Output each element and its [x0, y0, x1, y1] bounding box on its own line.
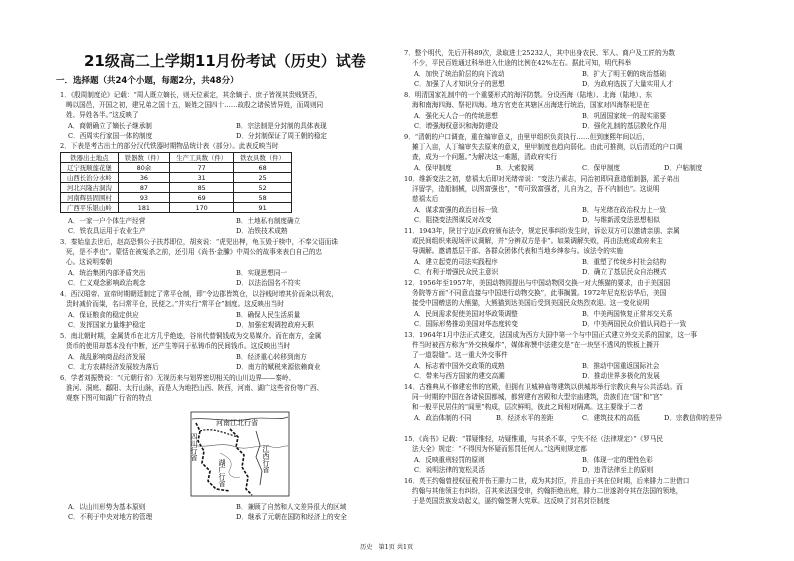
q1-option-d: D．分封制保证了周王朝的稳定 [236, 132, 328, 140]
ironware-table [60, 152, 292, 213]
table-header: 铁器出土地点 [61, 153, 119, 163]
q7-line: 7．整个明代，先后开科89次，录取进士25232人，其中出身农民、军人、商户及工匠的为数 [404, 49, 675, 57]
q10-option-d: D．与维新派变法思想相似 [582, 216, 660, 224]
q5-line: 货币的使用却基本没有中断，还产生等同于私铸币的民间钱币。这反映出当时 [66, 342, 291, 350]
q1-line: 畴以国邑，开国之初，建兄弟之国十五，姬姓之国四十……故殷之诸侯皆异姓，而周则同 [66, 101, 324, 109]
q10-option-c: C．阻挠变法图谋反对改变 [414, 216, 492, 224]
q16-line: 于是英国贵族发动起义，逼约翰签署大宪章。这反映了封君封臣制度 [412, 497, 610, 505]
section-heading: 一．选择题（共24个小题，每题2分，共48分） [56, 76, 239, 86]
q9-line: 摊丁入亩，人丁编审失去原来的意义，里甲制度也趋向弱化。由此可推测，以后清廷的户口调 [412, 143, 683, 151]
q14-option-d: D．宗教信仰的差异 [664, 414, 723, 422]
q12-line: 12．1956年至1957年，美国动物园提出与中国动物园交换一对大熊猫的要求，由于美国国 [404, 279, 671, 287]
map-label: 四川行省 [190, 433, 198, 461]
table-cell: 河北兴隆古洞沟 [61, 183, 119, 193]
table-cell: 181 [118, 203, 169, 213]
q16-line: 约翰与其他领主有纠纷，召其来法国受审，约翰拒绝出庭，腓力二世遂剥夺其在法国的领地， [412, 487, 683, 495]
q4-line: 4．西汉昭帝、宣帝时期朝廷制定了常平仓制，即“令边郡皆筑仓，以谷贱时增其价而籴以利农， [60, 290, 338, 298]
table-row [61, 183, 292, 193]
map-label: 湖广行省 [218, 459, 226, 487]
table-header-row [61, 153, 292, 163]
q15-line: 法大全》规定：“不得因为怀疑而惩罚任何人。”这两则规定都 [412, 445, 587, 453]
q5-option-a: A．战乱影响商品经济发展 [68, 353, 146, 361]
table-cell: 77 [170, 163, 234, 173]
q3-option-b: B．实现思想同一 [236, 269, 288, 277]
q9-line: 查，成为一个问题。”为解决这一难题，清政府实行 [412, 153, 558, 161]
q12-option-c: C．国际形势推动美国对华态度转变 [414, 320, 518, 328]
q10-line: 洋留学，造船制械，以图富强也”，“苟可致富强者，儿自为之，吾不内制也”。这说明 [412, 185, 660, 193]
table-header: 铁器数（件） [118, 153, 169, 163]
q4-option-d: D．加强宏观调控政府天职 [236, 321, 314, 329]
q3-option-c: C．仁义观念影响政治观念 [68, 279, 146, 287]
q6-option-a: A．以山川形势为基本原则 [68, 503, 146, 511]
table-row [61, 203, 292, 213]
q9-option-d: D．户帖制度 [664, 164, 703, 172]
table-cell: 广西平乐银山岭 [61, 203, 119, 213]
q3-option-d: D．以法治国名不符实 [236, 279, 301, 287]
q11-line: 或民间组织来现场评议调解，并“分辨双方是非”。如果调解失败，再由法庭或政府来主 [412, 237, 663, 245]
q14-option-b: B．经济水平的差距 [496, 414, 554, 422]
table-cell: 91 [234, 203, 292, 213]
q10-line: 10．维新变法之初，慈禧太后即对光绪帝说：“变法乃素志，同治初即同意造船制器，派子弟出 [404, 175, 680, 183]
table-cell: 87 [118, 183, 169, 193]
table-row [61, 193, 292, 203]
q13-option-c: C．带来与西方国家的建交高潮 [414, 372, 505, 380]
table-cell: 25 [234, 173, 292, 183]
table-cell: 山西长治分水岭 [61, 173, 119, 183]
q10-option-b: B．与光绪在政治权力上一致 [582, 206, 666, 214]
q7-option-d: D．为政府选拔了大量实用人才 [582, 80, 674, 88]
table-row [61, 163, 292, 173]
q12-option-b: B．中美两国恢复正常邦交关系 [582, 310, 673, 318]
q12-line: 接受中国赠送的大熊猫，大熊猫到达美国后受到美国民众热烈欢迎。这一变化说明 [412, 299, 650, 307]
q1-line: 1．《殷周制度论》记载：“周人既立嫡长，则天位素定，其余嫡子、庶子皆视其贵贱贤否， [60, 91, 322, 99]
q3-line: 死，是不孝也”。蒙恬在被冤杀之前，还引用《尚书·金縢》中周公的故事来表白自己的忠 [66, 248, 323, 256]
table-row [61, 173, 292, 183]
q3-line: 心。这说明秦朝 [66, 258, 113, 266]
q4-option-c: C．发挥国家力量维护稳定 [68, 321, 146, 329]
table-cell: 31 [170, 173, 234, 183]
q3-option-a: A．统治集团内部矛盾突出 [68, 269, 146, 277]
yuan-provinces-map [190, 411, 290, 497]
table-header: 生产工具数（件） [170, 153, 234, 163]
q6-line: 淮河、洞庭、鄱阳、太行山脉，而是人为地把山西、陕西，河南、湖广这些省份等广西、 [66, 384, 324, 392]
q5-option-b: B．经济重心转移到南方 [236, 353, 307, 361]
table-header: 铁农具数（件） [234, 153, 292, 163]
q7-option-a: A．加快了统治阶层的向下流动 [414, 70, 505, 78]
table-cell: 68 [234, 163, 292, 173]
q15-option-d: D．违背法律至上的原则 [582, 466, 654, 474]
exam-title: 21级高二上学期11月份考试（历史）试卷 [84, 52, 366, 70]
q8-line: 海和南海四海、祭祀四海。地方官吏在其辖区出海进行统治，国家对四海祭祀是在 [412, 101, 650, 109]
q9-option-c: C．保甲制度 [582, 164, 621, 172]
table-cell: 80余 [118, 163, 169, 173]
table-cell: 辽宁抚顺莲花堡 [61, 163, 119, 173]
q9-line: 9．“清朝的户口调查，重在编审意义，由里甲组织负责执行……但到康熙年间以后， [404, 133, 649, 141]
q2-option-c: C．铁农具运用于农业生产 [68, 227, 146, 235]
q12-option-d: D．中美两国民众价值认同趋于一致 [582, 320, 687, 328]
q7-option-b: B．扩大了明王朝的统治基础 [582, 70, 666, 78]
q14-line: 14．古雅典从不修建宏伟的宫殿，但拥有卫城神庙等建筑以供城邦举行宗教庆典与公共活动。而 [404, 383, 683, 391]
q2-option-b: B．土地私有制度确立 [236, 217, 301, 225]
q8-option-a: A．强化天人合一的传统思想 [414, 112, 498, 120]
q13-line: 件当时被西方称为“外交核爆炸”，媒体称赞中法建交是“在一块坚不透风的铁板上撕开 [412, 341, 660, 349]
table-cell: 58 [234, 193, 292, 203]
q15-option-c: C．说明法律的宽松灵活 [414, 466, 485, 474]
q1-option-c: C．西周实行家国一体的制度 [68, 132, 153, 140]
q11-option-d: D．确立了基层民众自治模式 [582, 268, 667, 276]
q12-line: 务院等方面“不同意直接与中国进行动物交换”，此事搁置。1972年尼克松访华后，美国 [412, 289, 667, 297]
q8-option-d: D．强化礼制的基层教化作用 [582, 122, 667, 130]
q5-option-c: C．北方农耕经济发展较为落后 [68, 363, 159, 371]
q9-option-b: B．大索貌阅 [496, 164, 534, 172]
q7-line: 不少，平民百姓通过科举进入仕途的比例在42%左右。据此可知，明代科举 [412, 59, 632, 67]
q8-option-c: C．增强海权意识和海防建设 [414, 122, 499, 130]
q13-option-d: D．推动世界多极化的发展 [582, 372, 660, 380]
q8-option-b: B．巩固国家统一的现实需要 [582, 112, 666, 120]
q13-line: 了一道裂缝”。这一重大外交事件 [412, 351, 508, 359]
q11-line: 11．1943年，陕甘宁边区政府颁布法令，规定民事纠纷发生时，诉讼双方可以邀请亲朋、亲属 [404, 227, 680, 235]
table-cell: 52 [234, 183, 292, 193]
q12-option-a: A．民间需求促使美国对华政策调整 [414, 310, 518, 318]
q4-option-b: B．确保人民生活质量 [236, 311, 301, 319]
q15-line: 15．《尚书》记载：“罪疑惟轻，功疑惟重，与其杀不辜，宁失不经（法律规定）”《罗马民 [404, 435, 664, 443]
q6-option-b: B．兼顾了自然和人文差异很大的区域 [236, 503, 347, 511]
q16-line: 16．英王约翰曾授权征税并伤王腓力二世，成为其封臣，并且由于其在位时期，后来腓力二世借口 [404, 477, 690, 485]
table-cell: 93 [118, 193, 169, 203]
q11-option-c: C．有利于增强民众民主意识 [414, 268, 499, 276]
q13-option-a: A．标志着中国外交政策的成熟 [414, 362, 505, 370]
q4-line: 贵时减价而粜，名曰常平仓，民便之。”并实行“常平仓”制度。这反映出当时 [66, 300, 284, 308]
q8-line: 8．明清国家礼制中的一个重要形式的海洋防禁。分设西海（陆地）、北海（陆地）、东 [404, 91, 653, 99]
q2-option-a: A．一家一户个体生产经营 [68, 217, 146, 225]
map-label: 江西行省 [262, 445, 270, 473]
q15-option-b: B．体现一定的理性色彩 [582, 456, 653, 464]
q2-line: 2．下表是考古出土的部分汉代铁器时期物品统计表（部分）。此表反映当时 [60, 142, 279, 150]
q13-line: 13．1964年1月中法正式建交，法国成为西方大国中第一个与中国正式建立外交关系的国家，这一事 [404, 331, 698, 339]
q1-line: 姓、异姓各半。”这反映了 [66, 111, 139, 119]
q11-option-b: B．重塑了传统乡村社会结构 [582, 258, 666, 266]
q6-option-c: C．不利于中央对地方的管理 [68, 513, 153, 521]
table-cell: 69 [170, 193, 234, 203]
q14-line: 和一般平民居住的“闾里”构成，层次鲜明，彼此之间相对隔离。这主要缘于二者 [412, 403, 643, 411]
q2-option-d: D．冶铁技术成熟 [236, 227, 288, 235]
q1-option-a: A．商朝确立了嫡长子继承制 [68, 122, 152, 130]
q5-option-d: D．南方的赋税来源依赖商业 [236, 363, 321, 371]
q11-option-a: A．建立起党的司法实践程序 [414, 258, 498, 266]
q3-line: 3．秦始皇去世后，赵高恐惧公子扶苏即位，胡亥说：“虎兕出柙，龟玉毁于椟中，不奉父诏而诛 [60, 238, 338, 246]
q5-line: 5．南北朝时期，金属货币在北方几乎绝迹，谷帛代替铜钱成为交易媒介。而在南方，金属 [60, 332, 322, 340]
q4-option-a: A．保证粮食的稳定供应 [68, 311, 139, 319]
map-label: 河南江北行省 [216, 419, 258, 427]
q6-line: 6．学者刘振赞说：“《元朝行省》无视历来与划界密切相关的山川边界——秦岭、 [60, 374, 296, 382]
q6-option-d: D．继承了元朝在国防和经济上的安全 [236, 513, 347, 521]
q7-option-c: C．加强了人才知识分子的思想 [414, 80, 505, 88]
table-cell: 170 [170, 203, 234, 213]
q9-option-a: A．保甲制度 [414, 164, 452, 172]
q11-line: 导调解。邀请基层干部、各群众团体代表和当地乡绅参与。该法令的实施 [412, 247, 623, 255]
table-cell: 85 [170, 183, 234, 193]
q15-option-a: A．反映重刑轻罚的原则 [414, 456, 485, 464]
q10-option-a: A．谋求富强的政治目标一致 [414, 206, 498, 214]
q1-option-b: B．宗法制是分封制的具体表现 [236, 122, 327, 130]
q14-option-a: A．政治体制的不同 [414, 414, 472, 422]
table-cell: 36 [118, 173, 169, 183]
q14-line: 同一时期的中国在各诸侯国都城，都营建有宫殿和大型宗庙建筑，贵族们在“国”和“宫” [412, 393, 663, 401]
q13-option-b: B．推动中国重返国际社会 [582, 362, 660, 370]
page-footer: 历史 第1页 共1页 [360, 544, 414, 551]
q6-line: 观察下图可知湖广行省的特点 [66, 394, 152, 402]
table-cell: 河南辉县固围村 [61, 193, 119, 203]
q10-line: 慈禧太后 [412, 195, 439, 203]
q14-option-c: C．建筑技术的高低 [582, 414, 640, 422]
